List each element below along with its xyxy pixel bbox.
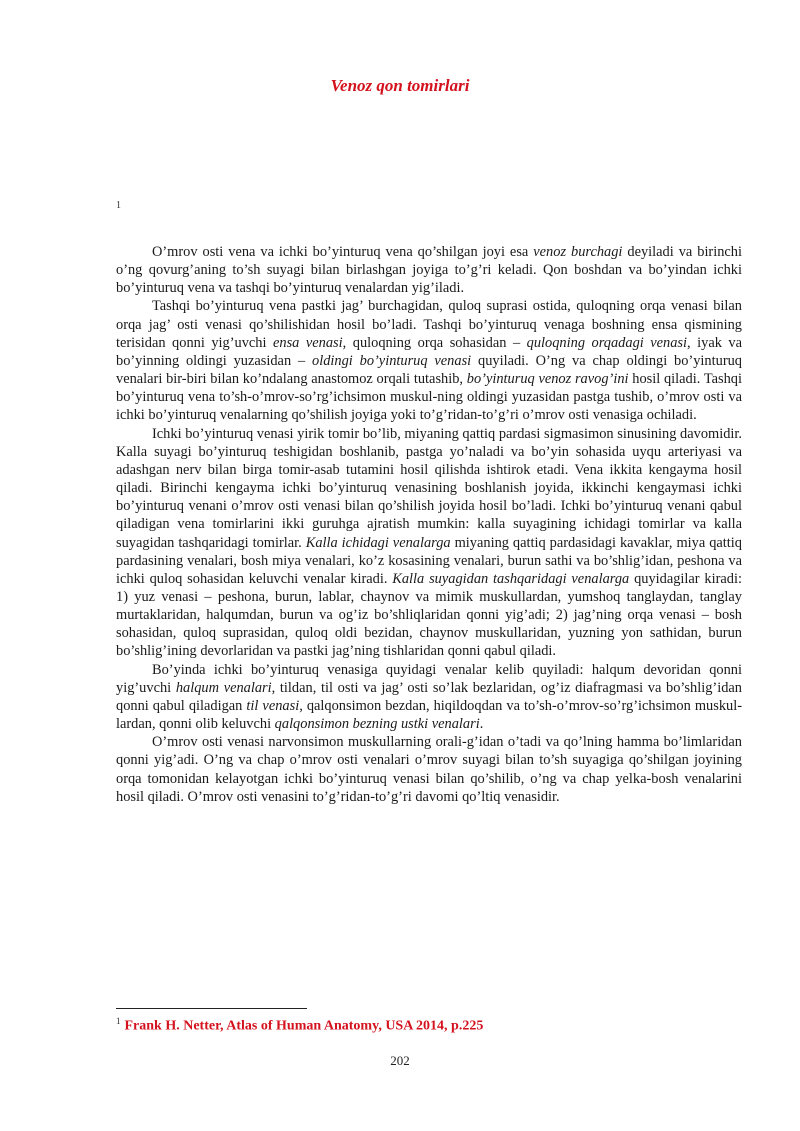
italic-term: quloqning orqadagi venasi (526, 334, 688, 351)
paragraph (116, 733, 742, 806)
footnote-marker: 1 (116, 1016, 121, 1026)
text-run: Ichki bo’yinturuq venasi yirik tomir bo’lib, miyaning qattiq pardasi sigmasimon sinusining davomidir. Kalla suyagi bo’yinturuq teshigidan boshlanib, pastga yo’naladi va bo’yin sohasida uyqu arteriyasi va adashgan nerv bilan birga tomir-asab tutamini hosil qilishda ishtirok etadi. Vena ikkita kengayma hosil qiladi. Birinchi kengayma ichki bo’yinturuq venasining boshlanish joyida, ikkinchi kengaymasi ichki bo’yinturuq venani o’mrov osti venasi bilan qo’shilish joyida hosil bo’ladi. Ichki bo’yinturuq venani qabul qiladigan vena tomirlarini ikki guruhga ajratish mumkin: kalla suyagining ichidagi tomirlar va kalla suyagidan tashqaridagi tomirlar. (116, 425, 742, 551)
text-run: O’mrov osti venasi narvonsimon muskullarning orali-g’idan o’tadi va qo’lning hamma bo’limlaridan qonni yig’adi. O’ng va chap o’mrov osti venalari o’mrov suyagi bilan to’sh suyagiga qo’shilgan joyining orqa tomonidan kelayotgan ichki bo’yinturuq venasi bilan qo’shilib, o’ng va chap yelka-bosh venalarini hosil qiladi. O’mrov osti venasini to’g’ridan-to’g’ri davomi qo’ltiq venasidir. (116, 734, 742, 805)
italic-term: oldingi bo’yinturuq venasi (312, 352, 472, 369)
italic-term: Kalla suyagidan tashqaridagi venalarga (392, 570, 630, 587)
text-run: miyaning qattiq pardasidagi kavaklar, miya qattiq pardasining venalari, bosh miya venalari, ko’z kosasining venalari, burun sathi va bo’shlig’idan, peshona va ichki quloq sohasidan keluvchi venalar kiradi. (116, 534, 742, 587)
text-run: , iyak va bo’yinning oldingi yuzasidan – (116, 334, 742, 369)
text-run: deyiladi va birinchi o’ng qovurg’aning to’sh suyagi bilan birlashgan joyiga to’g’ri keladi. Qon boshdan va bo’yindan ichki bo’yinturuq vena va tashqi bo’yinturuq venalardan yig’iladi. (116, 244, 743, 297)
italic-term: venoz burchagi (533, 244, 623, 260)
italic-term: Kalla ichidagi venalarga (305, 534, 451, 551)
text-run: , qalqonsimon bezdan, hiqildoqdan va to’sh-o’mrov-so’rg’ichsimon muskul-lardan, qonni olib keluvchi (116, 697, 742, 733)
footnote (116, 1016, 483, 1035)
text-run: hosil qiladi. Tashqi bo’yinturuq vena to’sh-o’mrov-so’rg’ichsimon muskul-ning oldingi yuzasidan pastga tushib, o’mrov osti va ichki bo’yinturuq venalarning qo’shilish joyiga yoki to’g’ridan-to’g’ri o’mrov osti venasiga ochiladi. (116, 371, 742, 424)
body-text (116, 243, 742, 806)
text-run: . (479, 716, 484, 733)
paragraph (116, 425, 742, 661)
paragraph (116, 661, 742, 734)
page-number: 202 (390, 1053, 410, 1068)
footnote-text: Frank H. Netter, Atlas of Human Anatomy, USA 2014, p.225 (124, 1018, 484, 1034)
text-run: quyiladi. O’ng va chap oldingi bo’yinturuq venalari bir-biri bilan ko’ndalang anastomoz orqali tutashib, (116, 352, 743, 388)
italic-term: halqum venalari (175, 679, 272, 696)
footnote-divider (116, 1008, 307, 1009)
text-run: , tildan, til osti va jag’ osti so’lak bezlaridan, og’iz diafragmasi va bo’shlig’idan qonni qabul qiladigan (116, 679, 742, 714)
paragraph (116, 243, 742, 297)
page-title: Venoz qon tomirlari (330, 76, 470, 95)
italic-term: ensa venasi (273, 334, 343, 351)
text-run: Tashqi bo’yinturuq vena pastki jag’ burchagidan, quloq suprasi ostida, quloqning orqa venasi bilan orqa jag’ osti venasi qo’shilishidan hosil bo’ladi. Tashqi bo’yinturuq venaga boshning ensa qismining terisidan qonni yig’uvchi (116, 298, 742, 351)
text-run: , quloqning orqa sohasidan – (342, 334, 527, 351)
paragraph (116, 297, 742, 424)
text-run: quyidagilar kiradi: 1) yuz venasi – peshona, burun, lablar, chaynov va mimik muskullardan, yumshoq tanglaydan, tanglay murtaklaridan, halqumdan, burun va og’iz bo’shliqlaridan qonni yig’adi; 2) jag’ning orqa venasi – bosh sohasidan, quloq suprasidan, quloq oldi bezidan, chaynov muskullaridan, yuzning yon sathidan, burun bo’shlig’ining devorlaridan va pastki jag’ning tishlaridan qonni qabul qiladi. (116, 570, 742, 660)
footnote-reference[interactable]: 1 (116, 200, 121, 211)
italic-term: bo’yinturuq venoz ravog’ini (466, 371, 629, 388)
italic-term: til venasi (246, 697, 300, 714)
text-run: O’mrov osti vena va ichki bo’yinturuq vena qo’shilgan joyi esa (152, 244, 534, 260)
text-run: Bo’yinda ichki bo’yinturuq venasiga quyidagi venalar kelib quyiladi: halqum devoridan qonni yig’uvchi (116, 661, 742, 696)
italic-term: qalqonsimon bezning ustki venalari (274, 716, 480, 733)
